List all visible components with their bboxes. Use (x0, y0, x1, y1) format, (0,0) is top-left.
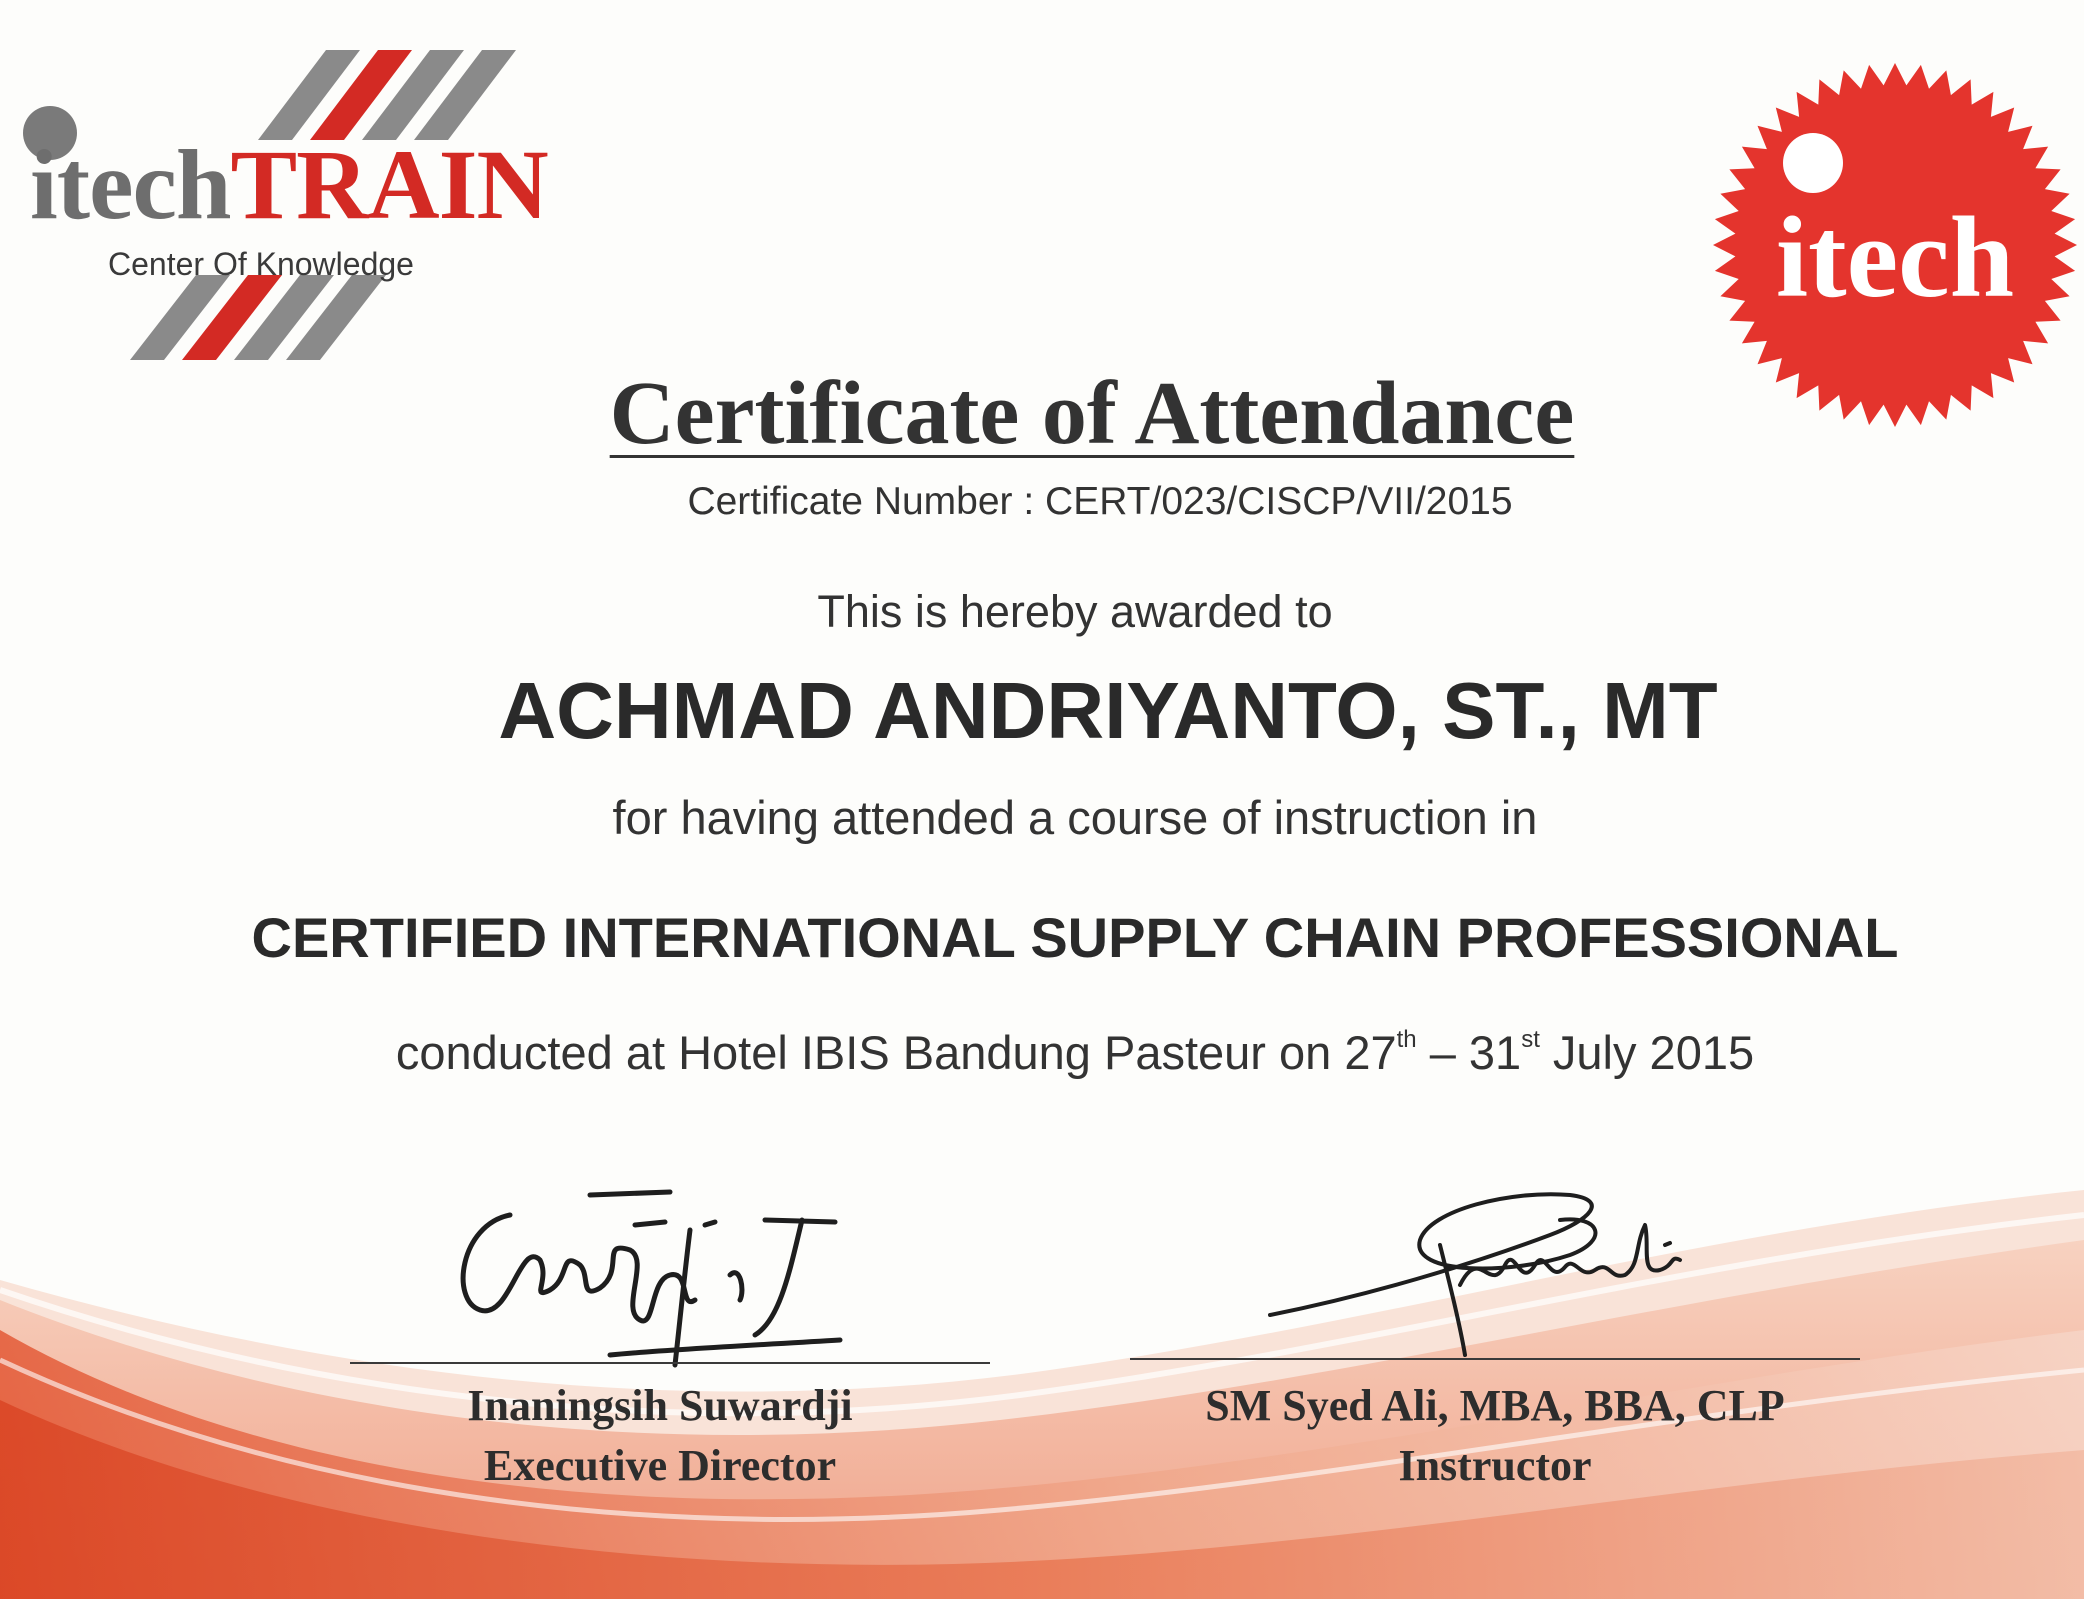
conducted-line (0, 1025, 2084, 1080)
awarded-line: This is hereby awarded to (817, 586, 1333, 637)
course-title: CERTIFIED INTERNATIONAL SUPPLY CHAIN PROFESSIONAL (251, 906, 1899, 969)
seal-text: itech (1775, 194, 2015, 322)
logo-stripes-top (258, 50, 516, 140)
logo-wordmark (30, 129, 548, 240)
logo-stripes-bottom (130, 275, 386, 360)
certificate-number: Certificate Number : CERT/023/CISCP/VII/2015 (687, 480, 1513, 523)
logo-train-text: TRAIN (230, 129, 548, 240)
signature-1-line (350, 1362, 990, 1364)
signatory-1-role: Executive Director (483, 1441, 837, 1490)
certificate-title: Certificate of Attendance (609, 364, 1575, 463)
conducted-prefix: conducted at Hotel IBIS Bandung Pasteur on 27 (395, 1026, 1397, 1079)
recipient-name: ACHMAD ANDRIYANTO, ST., MT (498, 666, 1718, 755)
signature-2-line (1130, 1358, 1860, 1360)
seal-dot (1783, 133, 1843, 193)
signature-1-scribble (440, 1170, 880, 1370)
conducted-suffix: July 2015 (1539, 1026, 1755, 1079)
signatory-1-name: Inaningsih Suwardji (467, 1381, 853, 1430)
attended-line: for having attended a course of instruction in (612, 791, 1538, 844)
signatory-2-name: SM Syed Ali, MBA, BBA, CLP (1205, 1381, 1785, 1430)
itechtrain-logo (0, 0, 640, 400)
logo-tagline: Center Of Knowledge (108, 246, 414, 282)
conducted-sup-st: st (1521, 1026, 1540, 1053)
conducted-sup-th: th (1396, 1026, 1417, 1053)
logo-itech-text: itech (30, 129, 231, 240)
conducted-middle: – 31 (1416, 1026, 1522, 1079)
signature-2-scribble (1250, 1185, 1770, 1365)
signatory-2-role: Instructor (1398, 1441, 1592, 1490)
